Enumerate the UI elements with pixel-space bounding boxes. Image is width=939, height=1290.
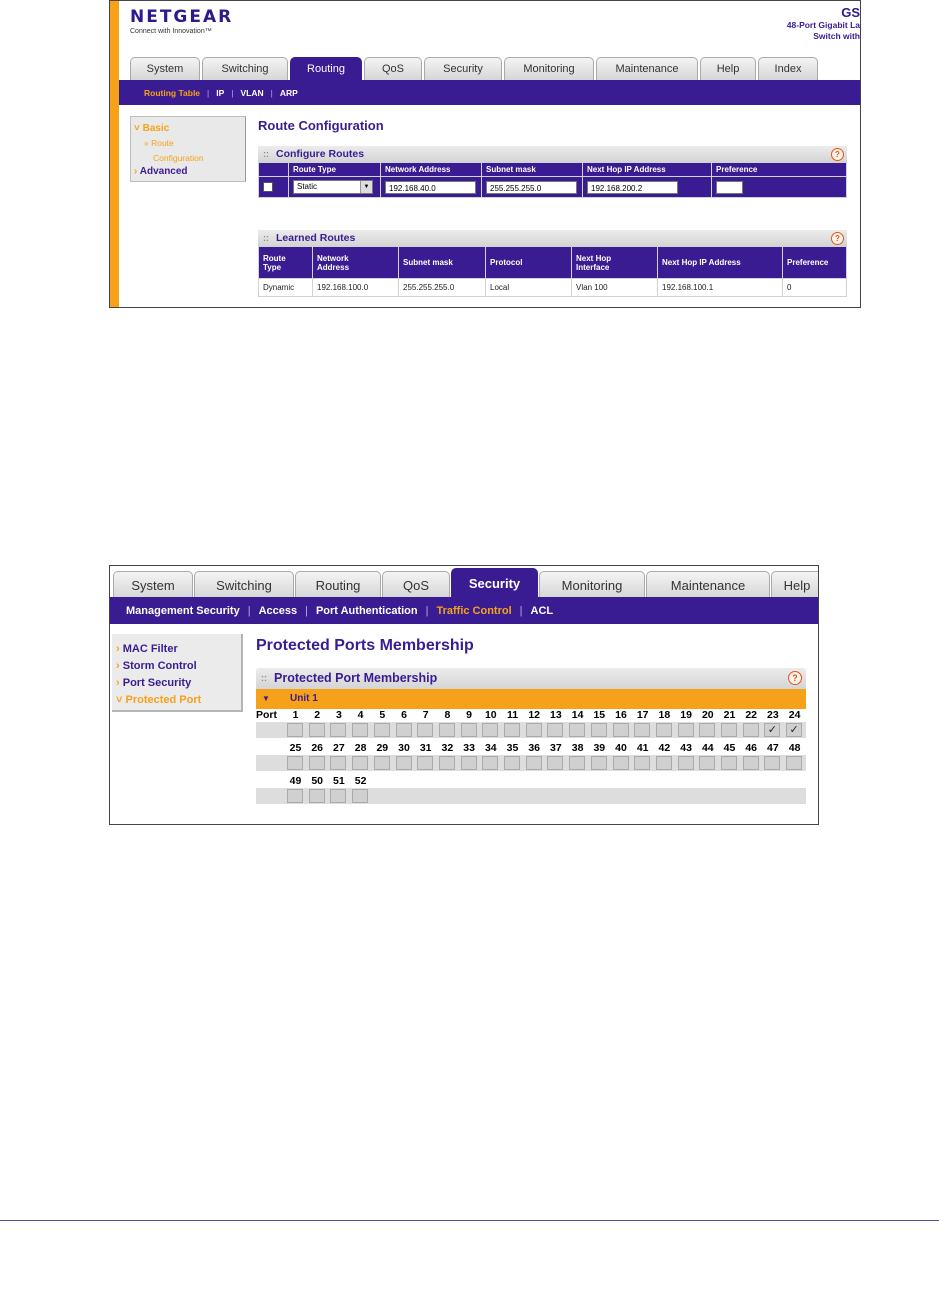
port-number: 6 [401, 709, 407, 721]
subnav-access[interactable]: Access [258, 604, 298, 617]
nav-label: MAC Filter [122, 643, 178, 655]
port-number: 9 [466, 709, 473, 721]
port-number: 2 [314, 709, 321, 721]
protected-port-header [256, 668, 806, 689]
port-checkbox-6[interactable] [396, 723, 412, 737]
protected-port-panel [256, 668, 806, 825]
port-number: 11 [506, 709, 519, 721]
port-checkbox-22[interactable] [743, 723, 759, 737]
tab-security[interactable]: Security [451, 568, 538, 598]
port-checkbox-30[interactable] [396, 756, 412, 770]
nav-route[interactable] [134, 136, 245, 151]
port-number: 4 [357, 709, 364, 721]
left-navigation [130, 116, 246, 182]
table-header: Protocol [486, 247, 572, 279]
table-cell: Vlan 100 [572, 279, 658, 297]
nav-label: Port Security [122, 677, 192, 689]
port-number: 16 [615, 709, 627, 721]
table-header: Subnet mask [399, 247, 486, 279]
chevron-right-icon: › [116, 677, 123, 689]
port-number: 19 [680, 709, 692, 721]
preference-cell [712, 177, 847, 198]
port-number: 50 [311, 775, 324, 787]
nav-route-configuration[interactable]: Configuration [153, 153, 204, 163]
tab-switching[interactable]: Switching [194, 571, 294, 598]
help-icon[interactable]: ? [788, 671, 802, 685]
port-number: 46 [745, 742, 758, 754]
sub-navigation [119, 80, 861, 105]
chevron-right-icon: › [134, 166, 140, 177]
nav-basic-label: Basic [142, 123, 170, 134]
route-type-value: Static [297, 182, 318, 191]
chevron-right-icon: › [116, 643, 123, 655]
header-line: Address [317, 262, 350, 272]
port-number: 27 [333, 742, 345, 754]
port-number: 41 [636, 742, 649, 754]
port-checkbox-49[interactable] [287, 789, 303, 803]
page-title: Route Configuration [258, 118, 384, 133]
port-number: 23 [767, 709, 779, 721]
subnav-port-authentication[interactable]: Port Authentication [315, 604, 418, 617]
subnav-acl[interactable]: ACL [530, 604, 554, 617]
model-desc-line2: Switch with [813, 31, 860, 41]
learned-routes-header [258, 230, 847, 246]
route-configuration-screenshot [109, 0, 861, 308]
port-number: 1 [292, 709, 299, 721]
port-checkbox-29[interactable] [374, 756, 390, 770]
model-code: GS [841, 5, 860, 20]
port-checkbox-32[interactable] [439, 756, 455, 770]
header-line: Route [263, 253, 286, 263]
port-checkbox-17[interactable] [634, 723, 650, 737]
route-type-select[interactable] [293, 180, 373, 194]
port-number: 38 [571, 742, 584, 754]
port-checkbox-23[interactable]: ✓ [764, 723, 780, 737]
port-number: 31 [419, 742, 432, 754]
subnav-arp[interactable]: ARP [279, 87, 298, 98]
tab-maintenance[interactable]: Maintenance [646, 571, 770, 598]
port-checkbox-36[interactable] [526, 756, 542, 770]
port-number: 20 [701, 709, 714, 721]
port-checkbox-19[interactable] [678, 723, 694, 737]
port-checkbox-12[interactable] [526, 723, 542, 737]
port-checkbox-15[interactable] [591, 723, 607, 737]
help-icon[interactable]: ? [831, 148, 844, 161]
port-checkbox-21[interactable] [721, 723, 737, 737]
port-checkbox-11[interactable] [504, 723, 520, 737]
tab-help[interactable]: Help [700, 57, 756, 80]
port-checkbox-45[interactable] [721, 756, 737, 770]
chevron-right-icon: » [144, 138, 152, 148]
header-line: Interface [576, 262, 610, 272]
table-header: Network Address [381, 163, 482, 177]
port-checkbox-42[interactable] [656, 756, 672, 770]
port-grid [256, 709, 806, 825]
tab-system[interactable]: System [130, 57, 200, 80]
table-header: Next Hop IP Address [583, 163, 712, 177]
port-checkbox-10[interactable] [482, 723, 498, 737]
table-row [259, 177, 847, 198]
table-header: Subnet mask [482, 163, 583, 177]
next-hop-cell [583, 177, 712, 198]
port-checkbox-2[interactable] [309, 723, 325, 737]
nav-port-security[interactable] [116, 675, 241, 692]
table-cell: 192.168.100.0 [313, 279, 399, 297]
port-number: 29 [376, 742, 389, 754]
port-checkbox-37[interactable] [547, 756, 563, 770]
port-number: 24 [788, 709, 801, 721]
tab-help[interactable]: Help [771, 571, 819, 598]
nav-mac-filter[interactable] [116, 641, 241, 658]
subnav-separator: | [231, 87, 234, 98]
table-cell: 255.255.255.0 [399, 279, 486, 297]
port-number: 52 [354, 775, 367, 787]
table-cell: Local [486, 279, 572, 297]
nav-basic[interactable] [134, 122, 245, 136]
route-type-cell [289, 177, 381, 198]
subnav-separator: | [247, 604, 251, 617]
nav-protected-port[interactable] [116, 692, 241, 709]
port-number: 47 [767, 742, 779, 754]
tab-security[interactable]: Security [424, 57, 502, 80]
tab-monitoring[interactable]: Monitoring [539, 571, 645, 598]
configure-routes-title: Configure Routes [276, 148, 365, 160]
page-title: Protected Ports Membership [256, 637, 474, 654]
port-number: 22 [745, 709, 758, 721]
port-checkbox-16[interactable] [613, 723, 629, 737]
port-checkbox-39[interactable] [591, 756, 607, 770]
port-number: 32 [441, 742, 454, 754]
nav-label: Protected Port [125, 694, 202, 706]
row-select-cell [259, 177, 289, 198]
port-number: 34 [484, 742, 497, 754]
port-checkbox-33[interactable] [461, 756, 477, 770]
tab-maintenance[interactable]: Maintenance [596, 57, 698, 80]
orange-edge-strip [110, 1, 119, 307]
grip-icon: :: [261, 673, 267, 683]
logo-tagline: Connect with Innovation™ [130, 28, 212, 35]
logo-text: NETGEAR [130, 7, 234, 27]
tab-system[interactable]: System [113, 571, 193, 598]
learned-routes-panel [258, 230, 847, 297]
netgear-logo [130, 7, 233, 35]
header-line: Type [263, 262, 282, 272]
port-checkbox-20[interactable] [699, 723, 715, 737]
port-checkbox-44[interactable] [699, 756, 715, 770]
main-tabs [113, 569, 819, 598]
port-number: 10 [484, 709, 497, 721]
port-number: 49 [289, 775, 302, 787]
next-hop-input[interactable]: 192.168.200.2 [587, 181, 678, 194]
tab-switching[interactable]: Switching [202, 57, 288, 80]
port-checkbox-28[interactable] [352, 756, 368, 770]
learned-routes-title: Learned Routes [276, 232, 356, 244]
port-number: 14 [571, 709, 584, 721]
protected-ports-screenshot [109, 565, 819, 825]
port-checkbox-7[interactable] [417, 723, 433, 737]
configure-routes-header [258, 146, 847, 162]
port-number: 15 [593, 709, 606, 721]
nav-storm-control[interactable] [116, 658, 241, 675]
help-icon[interactable]: ? [831, 232, 844, 245]
port-checkbox-5[interactable] [374, 723, 390, 737]
port-number: 17 [636, 709, 649, 721]
model-info [787, 5, 860, 42]
collapse-arrow-icon: ▼ [262, 694, 270, 703]
subnav-separator: | [305, 604, 308, 617]
tab-routing[interactable]: Routing [290, 57, 362, 80]
port-number: 5 [379, 709, 386, 721]
port-checkbox-8[interactable] [439, 723, 455, 737]
unit-label: Unit 1 [290, 693, 318, 704]
port-checkbox-1[interactable] [287, 723, 303, 737]
table-cell: Dynamic [259, 279, 313, 297]
table-header: Preference [783, 247, 847, 279]
subnet-mask-cell [482, 177, 583, 198]
subnav-separator: | [519, 604, 523, 617]
port-number: 18 [658, 709, 671, 721]
row-select-checkbox[interactable] [263, 182, 273, 192]
tab-monitoring[interactable]: Monitoring [504, 57, 594, 80]
port-checkbox-40[interactable] [613, 756, 629, 770]
chevron-down-icon: ˅ [134, 123, 143, 134]
nav-route-label: Route [151, 138, 174, 148]
unit-bar[interactable] [256, 689, 806, 709]
port-checkbox-46[interactable] [743, 756, 759, 770]
sub-navigation [110, 597, 819, 624]
port-number: 26 [311, 742, 324, 754]
left-navigation [112, 634, 243, 712]
protected-port-title: Protected Port Membership [274, 671, 438, 685]
port-checkbox-3[interactable] [330, 723, 346, 737]
port-label: Port [256, 709, 277, 721]
subnav-separator: | [270, 87, 273, 98]
port-checkbox-47[interactable] [764, 756, 780, 770]
subnav-routing-table[interactable]: Routing Table [144, 87, 201, 98]
port-number: 48 [788, 742, 801, 754]
tab-routing[interactable]: Routing [295, 571, 381, 598]
port-checkbox-43[interactable] [678, 756, 694, 770]
header-line: Network [317, 253, 349, 263]
port-checkbox-18[interactable] [656, 723, 672, 737]
port-checkbox-24[interactable]: ✓ [786, 723, 802, 737]
port-checkbox-50[interactable] [309, 789, 325, 803]
port-checkbox-25[interactable] [287, 756, 303, 770]
table-header: Preference [712, 163, 847, 177]
port-number: 42 [658, 742, 671, 754]
table-header-row [259, 163, 847, 177]
page-divider [0, 1220, 939, 1221]
port-checkbox-26[interactable] [309, 756, 325, 770]
header-line: Next Hop [576, 253, 612, 263]
table-cell: 192.168.100.1 [658, 279, 783, 297]
grip-icon: :: [263, 233, 269, 243]
port-number: 45 [723, 742, 736, 754]
nav-advanced[interactable] [134, 165, 245, 179]
port-number: 25 [289, 742, 302, 754]
port-checkbox-4[interactable] [352, 723, 368, 737]
port-checkbox-35[interactable] [504, 756, 520, 770]
port-number: 12 [528, 709, 541, 721]
table-header-select [259, 163, 289, 177]
port-number: 8 [444, 709, 451, 721]
table-header [313, 247, 399, 279]
port-number: 44 [701, 742, 714, 754]
tab-qos[interactable]: QoS [382, 571, 450, 598]
table-header [572, 247, 658, 279]
subnav-ip[interactable]: IP [216, 87, 225, 98]
subnav-traffic-control[interactable]: Traffic Control [436, 604, 512, 617]
table-header-row [259, 247, 847, 279]
port-number: 35 [506, 742, 519, 754]
port-number: 51 [333, 775, 345, 787]
subnav-management-security[interactable]: Management Security [126, 604, 240, 617]
chevron-right-icon: › [116, 660, 123, 672]
port-number: 36 [528, 742, 541, 754]
subnet-mask-input[interactable]: 255.255.255.0 [486, 181, 577, 194]
port-number: 28 [354, 742, 367, 754]
network-address-cell [381, 177, 482, 198]
port-checkbox-38[interactable] [569, 756, 585, 770]
configure-routes-table [258, 162, 847, 198]
port-checkbox-41[interactable] [634, 756, 650, 770]
port-number: 40 [615, 742, 627, 754]
port-checkbox-13[interactable] [547, 723, 563, 737]
port-checkbox-31[interactable] [417, 756, 433, 770]
port-number: 43 [680, 742, 692, 754]
subnav-separator: | [425, 604, 429, 617]
port-checkbox-52[interactable] [352, 789, 368, 803]
port-number: 7 [422, 709, 429, 721]
port-checkbox-27[interactable] [330, 756, 346, 770]
table-row [259, 279, 847, 297]
port-number: 13 [550, 709, 562, 721]
tab-qos[interactable]: QoS [364, 57, 422, 80]
table-header: Route Type [289, 163, 381, 177]
port-number: 30 [398, 742, 410, 754]
subnav-vlan[interactable]: VLAN [240, 87, 264, 98]
tab-index[interactable]: Index [758, 57, 818, 80]
grip-icon: :: [263, 149, 269, 159]
port-number: 37 [550, 742, 562, 754]
nav-advanced-label: Advanced [139, 166, 188, 177]
table-header [259, 247, 313, 279]
nav-label: Storm Control [122, 660, 197, 672]
preference-input[interactable] [716, 181, 743, 194]
configure-routes-panel [258, 146, 847, 198]
port-number: 33 [463, 742, 475, 754]
dropdown-arrow-icon: ▼ [360, 181, 372, 193]
main-tabs [130, 57, 820, 80]
port-checkbox-9[interactable] [461, 723, 477, 737]
network-address-input[interactable]: 192.168.40.0 [385, 181, 476, 194]
chevron-down-icon: ˅ [116, 694, 126, 706]
subnav-separator: | [207, 87, 210, 98]
model-desc-line1: 48-Port Gigabit La [786, 20, 860, 30]
port-checkbox-14[interactable] [569, 723, 585, 737]
port-checkbox-51[interactable] [330, 789, 346, 803]
port-checkbox-48[interactable] [786, 756, 802, 770]
table-cell: 0 [783, 279, 847, 297]
port-checkbox-34[interactable] [482, 756, 498, 770]
port-number: 3 [335, 709, 342, 721]
port-number: 39 [593, 742, 606, 754]
port-number: 21 [723, 709, 736, 721]
learned-routes-table [258, 246, 847, 297]
table-header: Next Hop IP Address [658, 247, 783, 279]
